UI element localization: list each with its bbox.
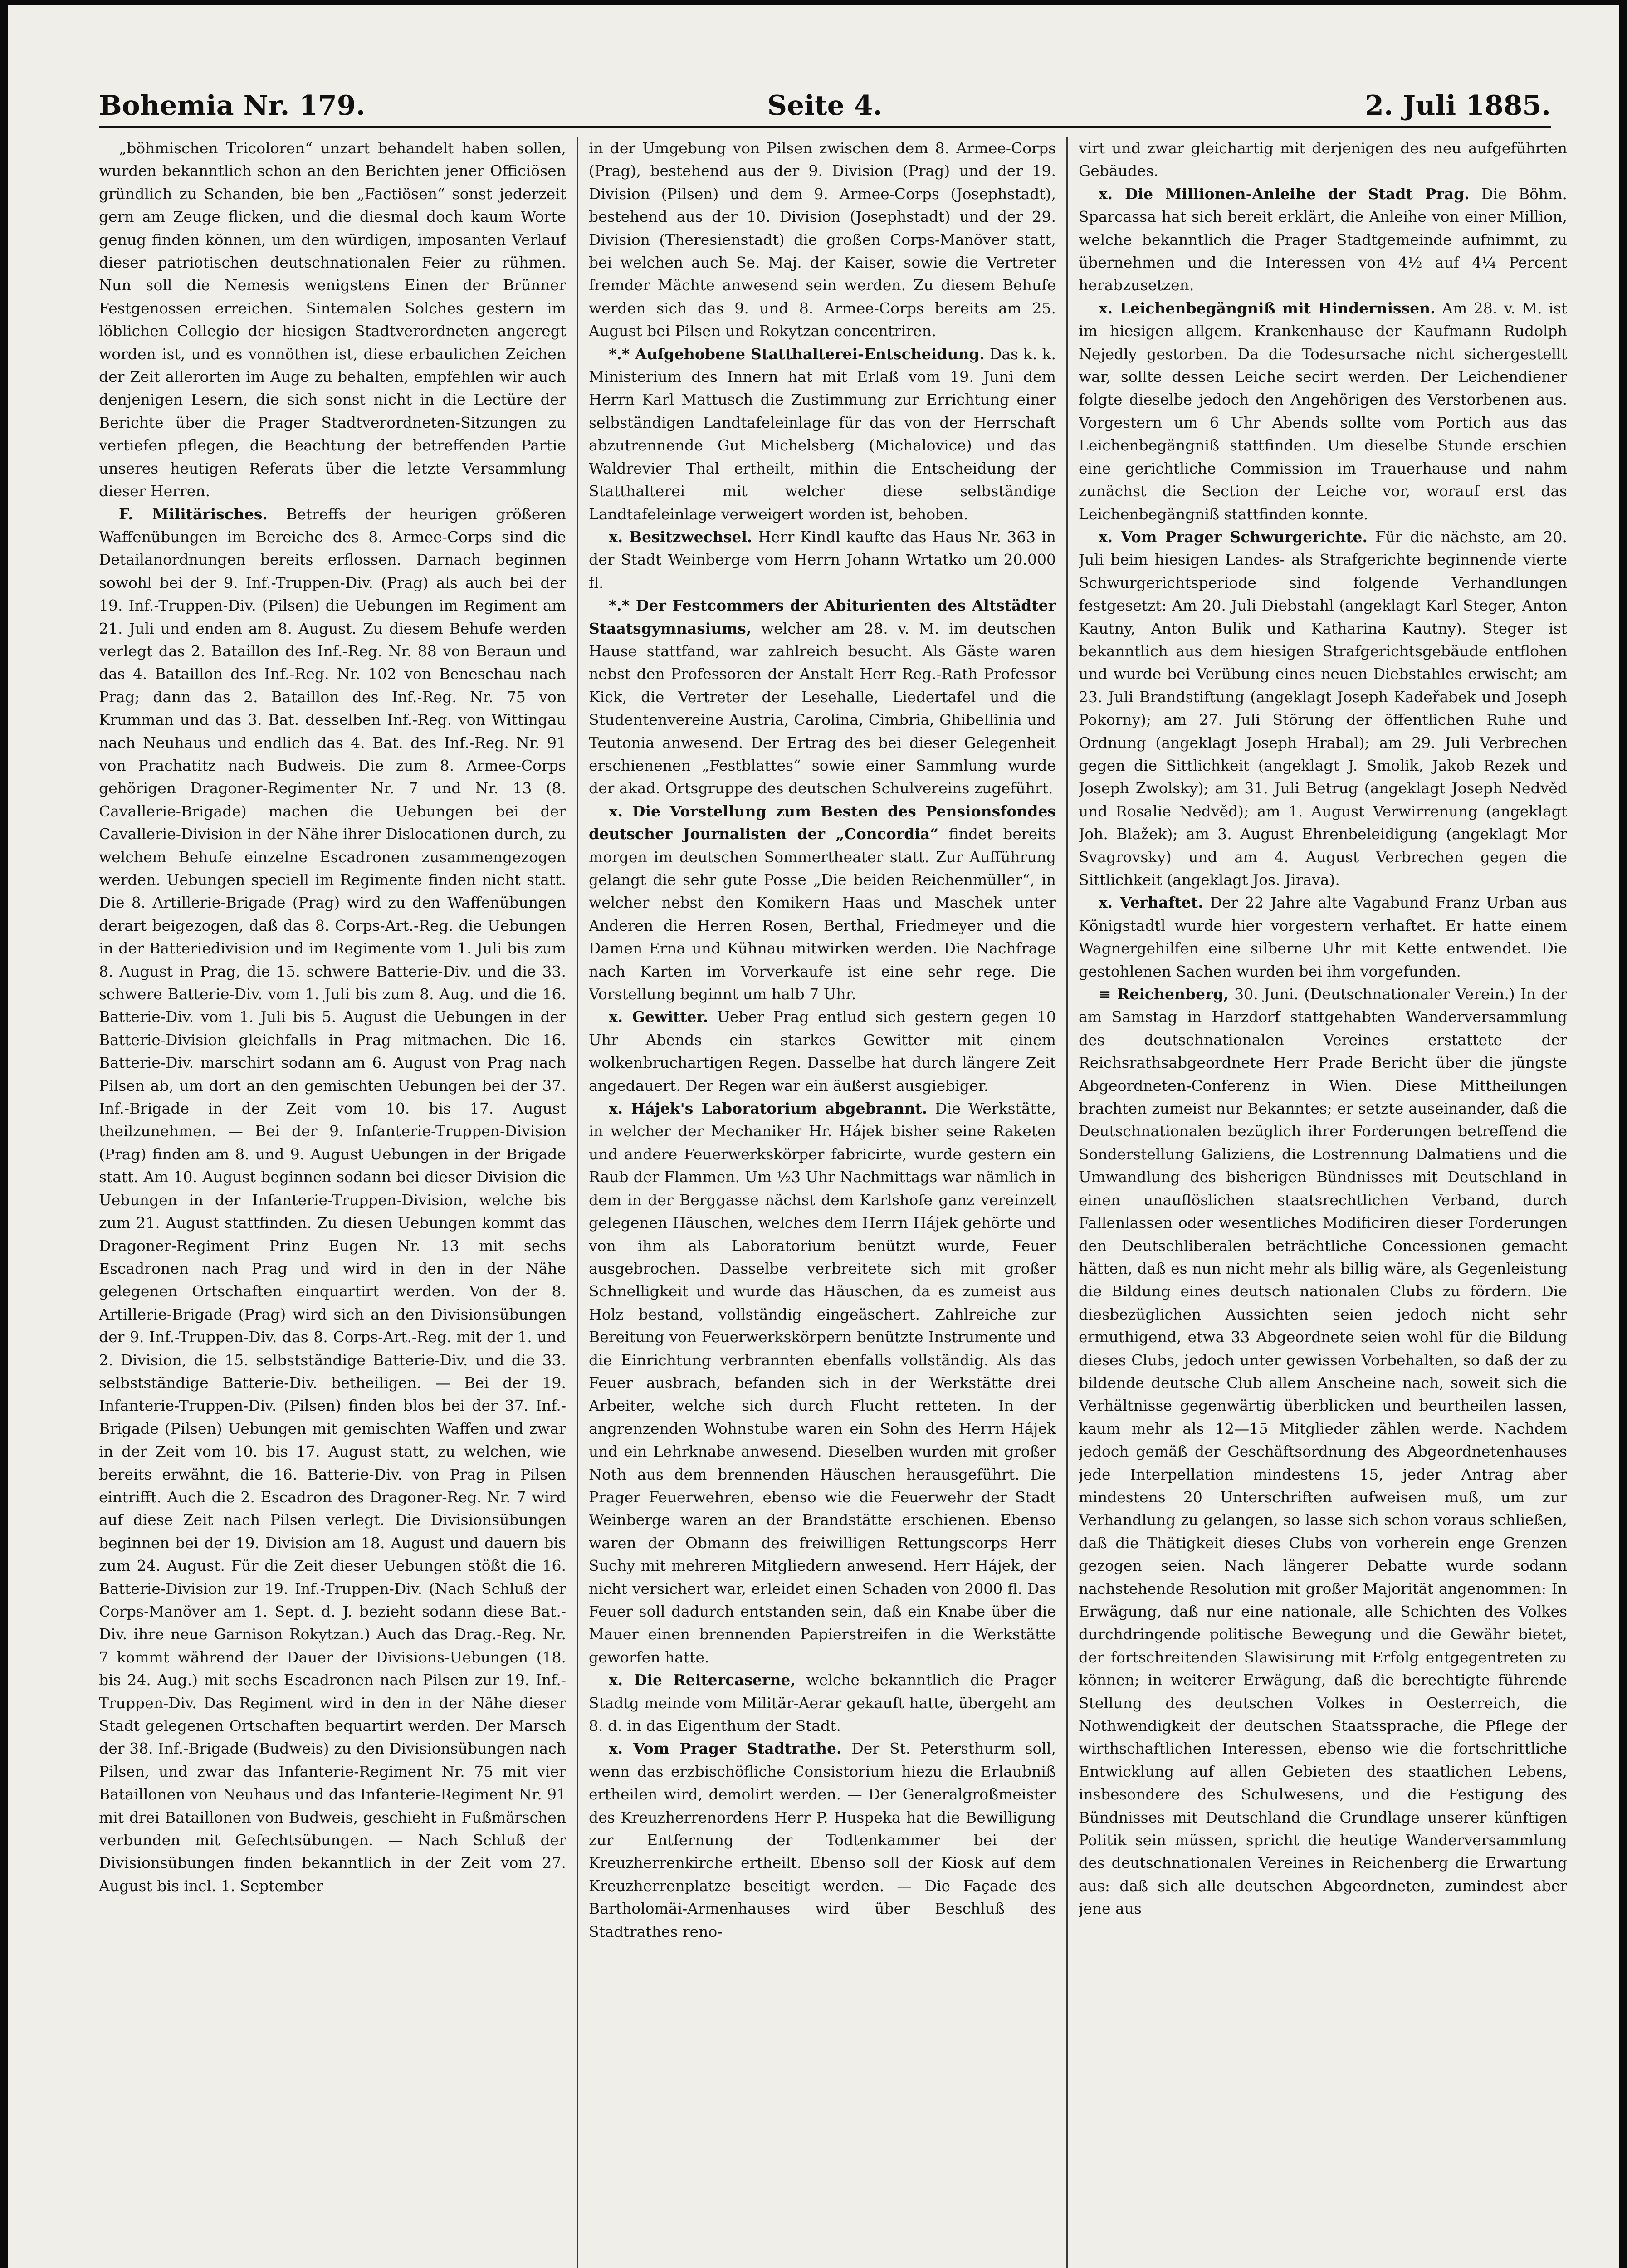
newspaper-issue: Bohemia Nr. 179. xyxy=(99,90,366,122)
text-columns xyxy=(99,137,1567,2268)
article-text: Ueber Prag entlud sich gestern gegen 10 Uhr Abends ein starkes Gewitter mit einem wolkenbruchartigen Regen. Dasselbe hat durch längere Zeit angedauert. Der Regen war ein äußerst ausgiebiger. xyxy=(589,1008,1056,1095)
column-2 xyxy=(589,137,1056,2268)
article-text: virt und zwar gleichartig mit derjenigen des neu aufgeführten Gebäudes. xyxy=(1079,139,1567,180)
article-text: Am 28. v. M. ist im hiesigen allgem. Krankenhause der Kaufmann Rudolph Nejedly gestorben. Da die Todesursache nicht sichergestellt war, sollte dessen Leiche secirt werden. Der Leichendiener folgte dieselbe jedoch den Angehörigen des Verstorbenen aus. Vorgestern um 6 Uhr Abends sollte vom Portich aus das Leichenbegängniß stattfinden. Um dieselbe Stunde erschien eine gerichtliche Commission im Trauerhause und nahm zunächst die Section der Leiche vor, worauf erst das Leichenbegängniß stattfinden konnte. xyxy=(1079,299,1567,523)
page-number: Seite 4. xyxy=(767,90,883,122)
article-text: welche bekanntlich die Prager Stadtg meinde vom Militär-Aerar gekauft hatte, übergeht am 8. d. in das Eigenthum der Stadt. xyxy=(589,1671,1056,1735)
newspaper-page xyxy=(8,5,1619,2268)
article-heading: *.* Der Festcommers der Abiturienten des Altstädter Staatsgymnasiums, xyxy=(589,596,1056,637)
column-1 xyxy=(99,137,566,2268)
article-paragraph xyxy=(99,503,566,1898)
article-text: findet bereits morgen im deutschen Sommertheater statt. Zur Aufführung gelangt die sehr gute Posse „Die beiden Reichenmüller“, in welcher nebst den Komikern Haas und Maschek unter Anderen die Herren Rosen, Berthal, Friedmeyer und die Damen Erna und Kühnau mitwirken werden. Die Nachfrage nach Karten im Vorverkaufe ist eine sehr rege. Die Vorstellung beginnt um halb 7 Uhr. xyxy=(589,825,1056,1003)
article-heading: x. Besitzwechsel. xyxy=(609,528,752,546)
article-paragraph xyxy=(1079,983,1567,1921)
article-text: Der St. Petersthurm soll, wenn das erzbischöfliche Consistorium hiezu die Erlaubniß ertheilen wird, demolirt werden. — Der Generalgroßmeister des Kreuzherrenordens Herr P. Huspeka hat die Bewilligung zur Entfernung der Todtenkammer bei der Kreuzherrenkirche ertheilt. Ebenso soll der Kiosk auf dem Kreuzherrenplatze beseitigt werden. — Die Façade des Bartholomäi-Armenhauses wird über Beschluß des Stadtrathes reno- xyxy=(589,1740,1056,1941)
article-text: 30. Juni. (Deutschnationaler Verein.) In der am Samstag in Harzdorf stattgehabten Wanderversammlung des deutschnationalen Vereines erstattete der Reichsrathsabgeordnete Herr Prade Bericht über die jüngste Abgeordneten-Conferenz in Wien. Diese Mittheilungen brachten zumeist nur Bekanntes; er setzte auseinander, daß die Deutschnationalen bezüglich ihrer Forderungen betreffend die Sonderstellung Galiziens, die Lostrennung Dalmatiens und die Umwandlung des bisherigen Bündnisses mit Deutschland in einen unauflöslichen staatsrechtlichen Verband, durch Fallenlassen oder wesentliches Modificiren dieser Forderungen den Deutschliberalen beträchtliche Concessionen gemacht hätten, daß es nun nicht mehr als billig wäre, als Gegenleistung die Bildung eines deutsch nationalen Clubs zu fördern. Die diesbezüglichen Aussichten seien jedoch nicht sehr ermuthigend, etwa 33 Abgeordnete seien wohl für die Bildung dieses Clubs, jedoch unter gewissen Vorbehalten, so daß der zu bildende deutsche Club allem Anscheine nach, soweit sich die Verhältnisse gegenwärtig überblicken und beurtheilen lassen, kaum mehr als 12—15 Mitglieder zählen werde. Nachdem jedoch gemäß der Geschäftsordnung des Abgeordnetenhauses jede Interpellation mindestens 15, jeder Antrag aber mindestens 20 Unterschriften aufweisen muß, um zur Verhandlung zu gelangen, so lasse sich schon voraus schließen, daß die Thätigkeit dieses Clubs von vorherein enge Grenzen gezogen seien. Nach längerer Debatte wurde sodann nachstehende Resolution mit großer Majorität angenommen: In Erwägung, daß nur eine nationale, alle Schichten des Volkes durchdringende politische Bewegung und die Gewähr bietet, der fortschreitenden Slawisirung mit Erfolg entgegentreten zu können; in weiterer Erwägung, daß die berechtigte führende Stellung des deutschen Volkes in Oesterreich, die Nothwendigkeit der deutschen Staatssprache, die Pflege der wirthschaftlichen Interessen, ebenso wie die fortschrittliche Entwicklung auf allen Gebieten des staatlichen Lebens, insbesondere des Schulwesens, und die Festigung des Bündnisses mit Deutschland die Grundlage unserer künftigen Politik sein müssen, spricht die heutige Wanderversammlung des deutschnationalen Vereines in Reichenberg die Erwartung aus: daß sich alle deutschen Abgeordneten, zumindest aber jene aus xyxy=(1079,985,1567,1918)
article-paragraph xyxy=(589,800,1056,1006)
article-paragraph xyxy=(1079,137,1567,183)
article-heading: x. Leichenbegängniß mit Hindernissen. xyxy=(1099,299,1436,317)
article-heading: x. Vom Prager Schwurgerichte. xyxy=(1099,528,1368,546)
column-divider-1 xyxy=(577,137,578,2268)
article-heading: x. Gewitter. xyxy=(609,1008,708,1026)
article-heading: F. Militärisches. xyxy=(119,505,268,523)
article-paragraph xyxy=(589,343,1056,526)
page-header xyxy=(99,80,1551,128)
article-text: Die Werkstätte, in welcher der Mechaniker Hr. Hájek bisher seine Raketen und andere Feuerwerkskörper fabricirte, wurde gestern ein Raub der Flammen. Um ½3 Uhr Nachmittags war nämlich in dem in der Berggasse nächst dem Karlshofe ganz vereinzelt gelegenen Häuschen, welches dem Herrn Hájek gehörte und von ihm als Laboratorium benützt wurde, Feuer ausgebrochen. Dasselbe verbreitete sich mit großer Schnelligkeit und wurde das Häuschen, da es zumeist aus Holz bestand, vollständig eingeäschert. Zahlreiche zur Bereitung von Feuerwerkskörpern benützte Instrumente und die Einrichtung verbrannten ebenfalls vollständig. Als das Feuer ausbrach, befanden sich in der Werkstätte drei Arbeiter, welche sich durch Flucht retteten. In der angrenzenden Wohnstube waren ein Sohn des Herrn Hájek und ein Lehrknabe anwesend. Dieselben wurden mit großer Noth aus dem brennenden Häuschen herausgeführt. Die Prager Feuerwehren, ebenso wie die Feuerwehr der Stadt Weinberge waren an der Brandstätte erschienen. Ebenso waren der Obmann des freiwilligen Rettungscorps Herr Suchy mit mehreren Mitgliedern anwesend. Herr Hájek, der nicht versichert war, erleidet einen Schaden von 2000 fl. Das Feuer soll dadurch entstanden sein, daß ein Knabe über die Mauer einen brennenden Papierstreifen in die Werkstätte geworfen hatte. xyxy=(589,1100,1056,1666)
article-paragraph xyxy=(589,1006,1056,1097)
article-paragraph xyxy=(1079,526,1567,892)
article-heading: x. Die Vorstellung zum Besten des Pensionsfondes deutscher Journalisten der „Concordia“ xyxy=(589,802,1056,843)
article-text: Das k. k. Ministerium des Innern hat mit Erlaß vom 19. Juni dem Herrn Karl Mattusch die Zustimmung zur Errichtung einer selbständigen Landtafeleinlage für das von der Herrschaft abzutrennende Gut Michelsberg (Michalovice) und das Waldrevier Thal ertheilt, mithin die Entscheidung der Statthalterei mit welcher diese selbständige Landtafeleinlage verweigert worden ist, behoben. xyxy=(589,345,1056,523)
article-text: „böhmischen Tricoloren“ unzart behandelt haben sollen, wurden bekanntlich schon an den Berichten jener Officiösen gründlich zu Schanden, bie ben „Factiösen“ sonst jederzeit gern am Zeuge flicken, und die diesmal doch kaum Worte genug finden können, um den würdigen, imposanten Verlauf dieser patriotischen deutschnationalen Feier zu rühmen. Nun soll die Nemesis wenigstens Einen der Brünner Festgenossen erreichen. Sintemalen Solches gestern im löblichen Collegio der hiesigen Stadtverordneten angeregt worden ist, und es vonnöthen ist, diese erbaulichen Zeichen der Zeit allerorten im Auge zu behalten, empfehlen wir auch denjenigen Lesern, die sich sonst nicht in die Lectüre der Berichte über die Prager Stadtverordneten-Sitzungen zu vertiefen pflegen, die Beachtung der betreffenden Partie unseres heutigen Referats über die letzte Versammlung dieser Herren. xyxy=(99,139,566,500)
article-text: in der Umgebung von Pilsen zwischen dem 8. Armee-Corps (Prag), bestehend aus der 9. Division (Prag) und der 19. Division (Pilsen) und dem 9. Armee-Corps (Josephstadt), bestehend aus der 10. Division (Josephstadt) und der 29. Division (Theresienstadt) die großen Corps-Manöver statt, bei welchen auch Se. Maj. der Kaiser, sowie die Vertreter fremder Mächte anwesend sein werden. Zu diesem Behufe werden sich das 9. und 8. Armee-Corps bereits am 25. August bei Pilsen und Rokytzan concentriren. xyxy=(589,139,1056,340)
column-3 xyxy=(1079,137,1567,2268)
article-heading: x. Die Reitercaserne, xyxy=(609,1671,796,1689)
article-heading: x. Die Millionen-Anleihe der Stadt Prag. xyxy=(1099,185,1470,203)
article-text: Für die nächste, am 20. Juli beim hiesigen Landes- als Strafgerichte beginnende vierte Schwurgerichtsperiode sind folgende Verhandlungen festgesetzt: Am 20. Juli Diebstahl (angeklagt Karl Steger, Anton Kautny, Anton Bulik und Katharina Kautny). Steger ist bekanntlich aus dem hiesigen Strafgerichtsgebäude entflohen und wurde bei Verübung eines neuen Diebstahles erwischt; am 23. Juli Brandstiftung (angeklagt Joseph Kadeřabek und Joseph Pokorny); am 27. Juli Störung der öffentlichen Ruhe und Ordnung (angeklagt Joseph Hrabal); am 29. Juli Verbrechen gegen die Sittlichkeit (angeklagt J. Smolik, Jakob Rezek und Joseph Zwolsky); am 31. Juli Betrug (angeklagt Joseph Nedvěd und Rosalie Nedvěd); am 1. August Verwirrenung (angeklagt Joh. Blažek); am 3. August Ehrenbeleidigung (angeklagt Mor Svagrovsky) und am 4. August Verbrechen gegen die Sittlichkeit (angeklagt Jos. Jirava). xyxy=(1079,528,1567,889)
article-heading: x. Verhaftet. xyxy=(1099,894,1203,912)
article-paragraph xyxy=(589,1737,1056,1943)
article-paragraph xyxy=(589,594,1056,800)
article-text: Herr Kindl kaufte das Haus Nr. 363 in der Stadt Weinberge vom Herrn Johann Wrtatko um 20.000 fl. xyxy=(589,528,1056,591)
article-paragraph xyxy=(589,1097,1056,1669)
article-text: welcher am 28. v. M. im deutschen Hause stattfand, war zahlreich besucht. Als Gäste waren nebst den Professoren der Anstalt Herr Reg.-Rath Professor Kick, die Vertreter der Lesehalle, Liedertafel und die Studentenvereine Austria, Carolina, Cimbria, Ghibellinia und Teutonia anwesend. Der Ertrag des bei dieser Gelegenheit erschienenen „Festblattes“ sowie einer Sammlung wurde der akad. Ortsgruppe des deutschen Schulvereins zugeführt. xyxy=(589,619,1056,797)
article-paragraph xyxy=(1079,891,1567,983)
article-text: Betreffs der heurigen größeren Waffenübungen im Bereiche des 8. Armee-Corps sind die Detailanordnungen bereits erflossen. Darnach beginnen sowohl bei der 9. Inf.-Truppen-Div. (Prag) als auch bei der 19. Inf.-Truppen-Div. (Pilsen) die Uebungen im Regiment am 21. Juli und enden am 8. August. Zu diesem Behufe werden verlegt das 2. Bataillon des Inf.-Reg. Nr. 88 von Beraun und das 4. Bataillon des Inf.-Reg. Nr. 102 von Beneschau nach Prag; dann das 2. Bataillon des Inf.-Reg. Nr. 75 von Krumman und das 3. Bat. desselben Inf.-Reg. von Wittingau nach Neuhaus und endlich das 4. Bat. des Inf.-Reg. Nr. 91 von Prachatitz nach Budweis. Die zum 8. Armee-Corps gehörigen Dragoner-Regimenter Nr. 7 und Nr. 13 (8. Cavallerie-Brigade) machen die Uebungen bei der Cavallerie-Division in der Nähe ihrer Dislocationen durch, zu welchem Behufe einzelne Escadronen zusammengezogen werden. Uebungen speciell im Regimente finden nicht statt. Die 8. Artillerie-Brigade (Prag) wird zu den Waffenübungen derart beigezogen, daß das 8. Corps-Art.-Reg. die Uebungen in der Batteriedivision und im Regimente vom 1. Juli bis zum 8. August in Prag, die 15. schwere Batterie-Div. und die 33. schwere Batterie-Div. vom 1. Juli bis zum 8. Aug. und die 16. Batterie-Div. vom 1. Juli bis 5. August die Uebungen in der Batterie-Division gleichfalls in Prag mitmachen. Die 16. Batterie-Div. marschirt sodann am 6. August von Prag nach Pilsen ab, um dort an den gemischten Uebungen bei der 37. Inf.-Brigade in der Zeit vom 10. bis 17. August theilzunehmen. — Bei der 9. Infanterie-Truppen-Division (Prag) finden am 8. und 9. August Uebungen in der Brigade statt. Am 10. August beginnen sodann bei dieser Division die Uebungen in der Infanterie-Truppen-Division, welche bis zum 21. August stattfinden. Zu diesen Uebungen kommt das Dragoner-Regiment Prinz Eugen Nr. 13 mit sechs Escadronen nach Prag und wird in den in der Nähe gelegenen Ortschaften einquartirt werden. Von der 8. Artillerie-Brigade (Prag) wird sich an den Divisionsübungen der 9. Inf.-Truppen-Div. das 8. Corps-Art.-Reg. mit der 1. und 2. Division, die 15. selbstständige Batterie-Div. und die 33. selbstständige Batterie-Div. betheiligen. — Bei der 19. Infanterie-Truppen-Div. (Pilsen) finden blos bei der 37. Inf.-Brigade (Pilsen) Uebungen mit gemischten Waffen und zwar in der Zeit vom 10. bis 17. August statt, zu welchen, wie bereits erwähnt, die 16. Batterie-Div. von Prag in Pilsen eintrifft. Auch die 2. Escadron des Dragoner-Reg. Nr. 7 wird auf diese Zeit nach Pilsen verlegt. Die Divisionsübungen beginnen bei der 19. Division am 18. August und dauern bis zum 24. August. Für die Zeit dieser Uebungen stößt die 16. Batterie-Division zur 19. Inf.-Truppen-Div. (Nach Schluß der Corps-Manöver am 1. Sept. d. J. bezieht sodann diese Bat.-Div. ihre neue Garnison Rokytzan.) Auch das Drag.-Reg. Nr. 7 kommt während der Dauer der Divisions-Uebungen (18. bis 24. Aug.) mit sechs Escadronen nach Pilsen zur 19. Inf.-Truppen-Div. Das Regiment wird in den in der Nähe dieser Stadt gelegenen Ortschaften bequartirt werden. Der Marsch der 38. Inf.-Brigade (Budweis) zu den Divisionsübungen nach Pilsen, und zwar das Infanterie-Regiment Nr. 75 mit vier Bataillonen von Neuhaus und das Infanterie-Regiment Nr. 91 mit drei Bataillonen von Budweis, geschieht in Fußmärschen verbunden mit Gefechtsübungen. — Nach Schluß der Divisionsübungen finden bekanntlich in der Zeit vom 27. August bis incl. 1. September xyxy=(99,505,566,1895)
article-heading: x. Hájek's Laboratorium abgebrannt. xyxy=(609,1100,928,1118)
column-divider-2 xyxy=(1066,137,1068,2268)
article-text: Die Böhm. Sparcassa hat sich bereit erklärt, die Anleihe von einer Million, welche bekanntlich die Prager Stadtgemeinde aufnimmt, zu übernehmen und die Interessen von 4½ auf 4¼ Percent herabzusetzen. xyxy=(1079,185,1567,294)
article-heading: *.* Aufgehobene Statthalterei-Entscheidung. xyxy=(609,345,985,363)
header-rule xyxy=(99,126,1551,128)
article-paragraph xyxy=(99,137,566,503)
article-paragraph xyxy=(1079,297,1567,526)
article-text: Der 22 Jahre alte Vagabund Franz Urban aus Königstadtl wurde hier vorgestern verhaftet. Er hatte einem Wagnergehilfen eine silberne Uhr mit Kette entwendet. Die gestohlenen Sachen wurden bei ihm vorgefunden. xyxy=(1079,894,1567,980)
article-paragraph xyxy=(589,526,1056,594)
article-paragraph xyxy=(1079,183,1567,297)
issue-date: 2. Juli 1885. xyxy=(1365,90,1551,122)
article-heading: ≡ Reichenberg, xyxy=(1099,985,1229,1003)
article-paragraph xyxy=(589,137,1056,343)
article-paragraph xyxy=(589,1669,1056,1737)
article-heading: x. Vom Prager Stadtrathe. xyxy=(609,1740,842,1758)
